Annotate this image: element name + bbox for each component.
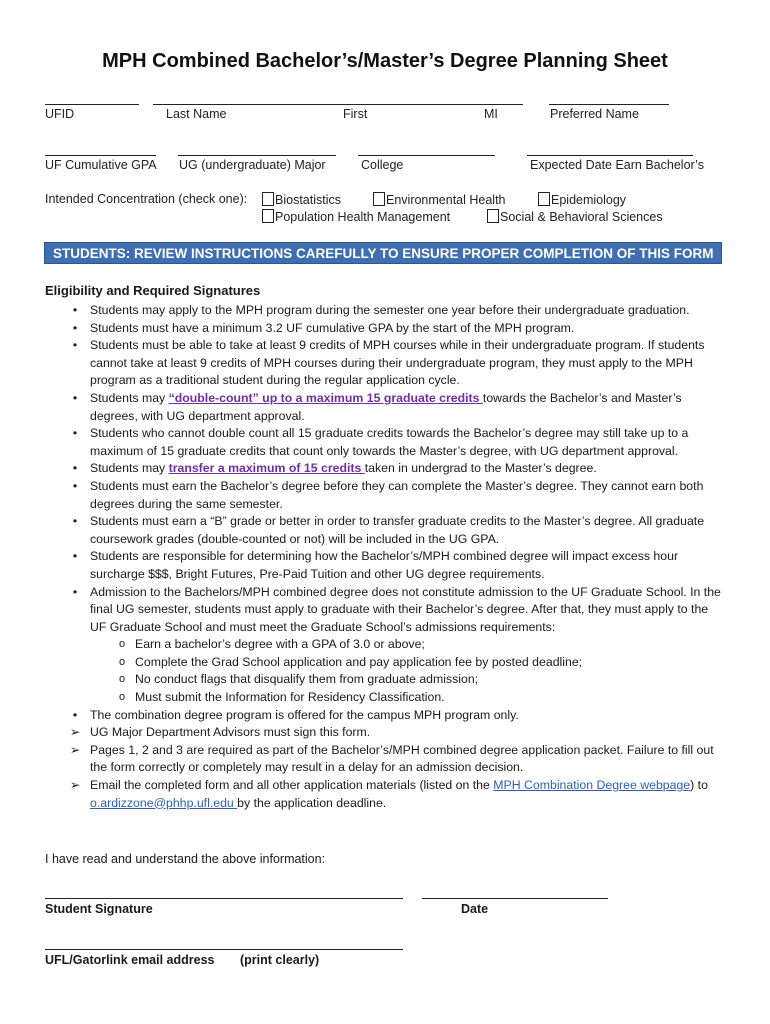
checkbox-social-behavioral[interactable] <box>487 209 499 223</box>
list-item: ➢ Email the completed form and all other application materials (listed on the MPH Combination Degree webpage) to o.ardizzone@phhp.ufl.edu by the application deadline. <box>45 777 725 812</box>
circle-bullet-icon: o <box>118 638 126 651</box>
option-social-behavioral[interactable] <box>487 209 663 224</box>
email-link[interactable]: o.ardizzone@phhp.ufl.edu <box>90 795 238 810</box>
option-epidemiology-label: Epidemiology <box>551 193 627 207</box>
option-population-health-label: Population Health Management <box>275 210 451 224</box>
list-item: • The combination degree program is offered for the campus MPH program only. <box>45 707 725 725</box>
list-item: • Students must earn the Bachelor’s degree before they can complete the Master’s degree. They cannot earn both degrees during the same semester. <box>45 478 725 513</box>
option-population-health[interactable] <box>262 209 450 224</box>
requirements-list <box>45 302 725 812</box>
sub-list-item: o Must submit the Information for Residency Classification. <box>90 689 725 707</box>
checkbox-population-health[interactable] <box>262 209 274 223</box>
list-item: • Students must have a minimum 3.2 UF cumulative GPA by the start of the MPH program. <box>45 320 725 338</box>
date-label: Date <box>461 902 489 916</box>
date-line[interactable] <box>422 898 608 899</box>
bullet-icon: • <box>72 461 78 476</box>
student-signature-label: Student Signature <box>45 902 153 916</box>
transfer-credits-link[interactable]: transfer a maximum of 15 credits <box>168 461 365 476</box>
list-item: • Students who cannot double count all 15 graduate credits towards the Bachelor’s degree may still take up to a maximum of 15 graduate credits that count only towards the Master’s degree, with UG department approval. <box>45 425 725 460</box>
concentration-label: Intended Concentration (check one): <box>45 192 248 206</box>
list-item: • Students are responsible for determining how the Bachelor’s/MPH combined degree will impact excess hour surcharge $$$, Bright Futures, Pre-Paid Tuition and other UG degree requirements. <box>45 548 725 583</box>
arrow-bullet-icon: ➢ <box>69 778 81 793</box>
bullet-icon: • <box>72 390 78 405</box>
list-item: ➢ Pages 1, 2 and 3 are required as part of the Bachelor’s/MPH combined degree application packet. Failure to fill out the form correctly or completely may result in a delay for an admission decision. <box>45 742 725 777</box>
sub-list-item: o Complete the Grad School application and pay application fee by posted deadline; <box>90 654 725 672</box>
bullet-icon: • <box>72 303 78 317</box>
bullet-icon: • <box>72 338 78 353</box>
bullet-icon: • <box>72 478 78 493</box>
major-label: UG (undergraduate) Major <box>179 158 326 172</box>
expected-date-label: Expected Date Earn Bachelor’s <box>530 158 704 172</box>
gpa-label: UF Cumulative GPA <box>45 158 157 172</box>
list-item: • Students may transfer a maximum of 15 credits taken in undergrad to the Master’s degree. <box>45 460 725 478</box>
preferred-name-label: Preferred Name <box>550 107 639 121</box>
circle-bullet-icon: o <box>118 655 126 668</box>
list-item: • Students must be able to take at least 9 credits of MPH courses while in their undergraduate program. If students cannot take at least 9 credits of MPH courses during their undergraduate program, they must apply to the MPH program as a traditional student during the regular application cycle. <box>45 337 725 390</box>
ufid-line[interactable] <box>45 104 139 105</box>
checkbox-epidemiology[interactable] <box>538 192 550 206</box>
name-line[interactable] <box>153 104 523 105</box>
list-item: • Admission to the Bachelors/MPH combined degree does not constitute admission to the UF Graduate School. In the final UG semester, students must apply to graduate with their Bachelor’s degree. After that, they must apply to the UF Graduate School and must meet the Graduate School’s admissions requirements: o Earn a bachelor’s degree with a GPA of 3.0 or above; o Complete the Grad School application and pay application fee by posted deadline; o No conduct flags that disqualify them from graduate admission; o Must submit the Information for Residency Classification. <box>45 584 725 707</box>
option-biostatistics[interactable] <box>262 192 341 207</box>
bullet-icon: • <box>72 320 78 335</box>
gpa-line[interactable] <box>45 155 156 156</box>
expected-date-line[interactable] <box>527 155 693 156</box>
sub-list-item: o No conduct flags that disqualify them from graduate admission; <box>90 671 725 689</box>
graduate-requirements-list <box>90 636 725 706</box>
email-address-line[interactable] <box>45 949 403 950</box>
option-social-behavioral-label: Social & Behavioral Sciences <box>500 210 663 224</box>
section-heading: Eligibility and Required Signatures <box>45 283 261 298</box>
bullet-icon: • <box>72 426 78 441</box>
circle-bullet-icon: o <box>118 691 126 704</box>
preferred-name-line[interactable] <box>549 104 669 105</box>
major-line[interactable] <box>178 155 336 156</box>
list-item: • Students must earn a “B” grade or better in order to transfer graduate credits to the Master’s degree. All graduate coursework grades (double-counted or not) will be included in the UG GPA. <box>45 513 725 548</box>
option-biostatistics-label: Biostatistics <box>275 193 341 207</box>
option-epidemiology[interactable] <box>538 192 626 207</box>
checkbox-biostatistics[interactable] <box>262 192 274 206</box>
checkbox-environmental-health[interactable] <box>373 192 385 206</box>
list-item: • Students may “double-count” up to a maximum 15 graduate credits towards the Bachelor’s and Master’s degrees, with UG department approval. <box>45 390 725 425</box>
list-item: • Students may apply to the MPH program during the semester one year before their undergraduate graduation. <box>45 302 725 320</box>
bullet-icon: • <box>72 514 78 529</box>
print-clearly-note: (print clearly) <box>240 953 320 967</box>
instructions-banner: STUDENTS: REVIEW INSTRUCTIONS CAREFULLY TO ENSURE PROPER COMPLETION OF THIS FORM <box>44 242 722 264</box>
bullet-icon: • <box>72 549 78 564</box>
option-environmental-health-label: Environmental Health <box>386 193 506 207</box>
page-title: MPH Combined Bachelor’s/Master’s Degree Planning Sheet <box>102 50 668 72</box>
circle-bullet-icon: o <box>118 673 126 686</box>
option-environmental-health[interactable] <box>373 192 506 207</box>
bullet-icon: • <box>72 707 78 722</box>
last-name-label: Last Name <box>166 107 227 121</box>
college-line[interactable] <box>358 155 495 156</box>
email-address-label: UFL/Gatorlink email address <box>45 953 215 967</box>
sub-list-item: o Earn a bachelor’s degree with a GPA of 3.0 or above; <box>90 636 725 654</box>
ufid-label: UFID <box>45 107 75 121</box>
student-signature-line[interactable] <box>45 898 403 899</box>
mi-label: MI <box>484 107 498 121</box>
college-label: College <box>361 158 404 172</box>
bullet-icon: • <box>72 584 78 599</box>
double-count-link[interactable]: “double-count” up to a maximum 15 graduate credits <box>168 390 483 405</box>
acknowledgement-text: I have read and understand the above information: <box>45 852 326 866</box>
mph-webpage-link[interactable]: MPH Combination Degree webpage <box>493 778 691 793</box>
first-name-label: First <box>343 107 368 121</box>
arrow-bullet-icon: ➢ <box>69 725 81 740</box>
list-item: ➢ UG Major Department Advisors must sign this form. <box>45 724 725 742</box>
arrow-bullet-icon: ➢ <box>69 742 81 757</box>
